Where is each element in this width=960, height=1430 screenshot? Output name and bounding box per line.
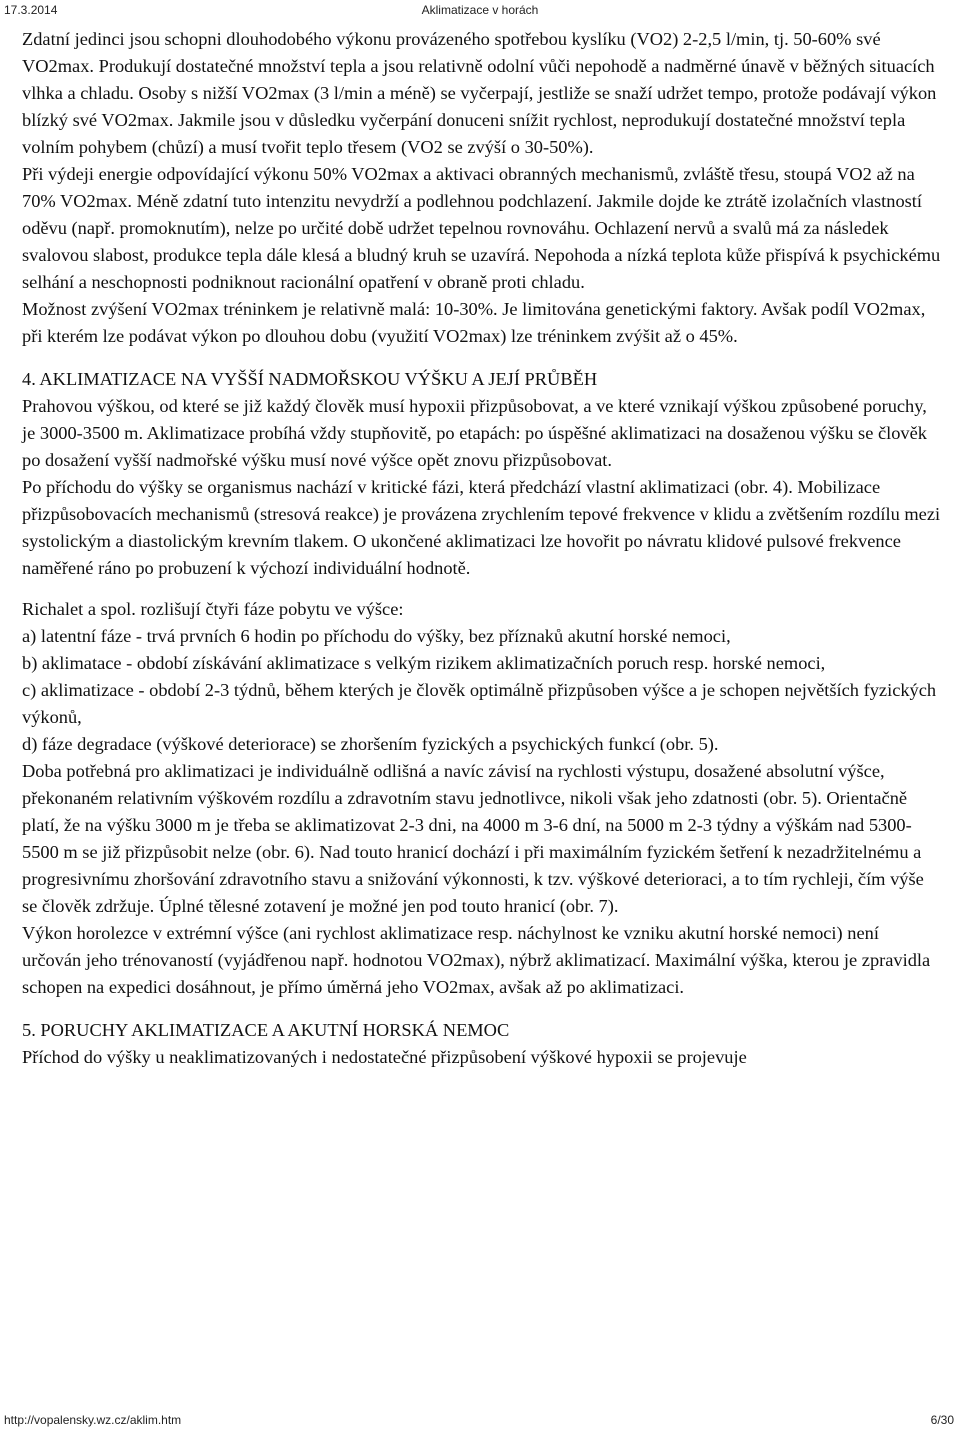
print-date: 17.3.2014 <box>4 3 58 17</box>
document-body <box>22 26 942 1071</box>
print-url: http://vopalensky.wz.cz/aklim.htm <box>4 1413 182 1427</box>
paragraph-vo2-endurance: Zdatní jedinci jsou schopni dlouhodobého výkonu provázeného spotřebou kyslíku (VO2) 2-2,5 l/min, tj. 50-60% své VO2max. Produkují dostatečné množství tepla a jsou relativně odolní vůči nepohodě a nadměrné únavě v běžných situacích vlhka a chladu. Osoby s nižší VO2max (3 l/min a méně) se vyčerpají, jestliže se snaží udržet tempo, protože podávají výkon blízký své VO2max. Jakmile jsou v důsledku vyčerpání donuceni snížit rychlost, neprodukují dostatečné množství tepla volním pohybem (chůzí) a musí tvořit teplo třesem (VO2 se zvýší o 30-50%). <box>22 29 937 157</box>
list-item-phase-a: a) latentní fáze - trvá prvních 6 hodin po příchodu do výšky, bez příznaků akutní horské nemoci, <box>22 626 731 646</box>
paragraph-critical-phase: Po příchodu do výšky se organismus nachází v kritické fázi, která předchází vlastní aklimatizaci (obr. 4). Mobilizace přizpůsobovacích mechanismů (stresová reakce) je provázena zrychlením tepové frekvence v klidu a zvětšením rozdílu mezi systolickým a diastolickým krevním tlakem. O ukončené aklimatizaci lze hovořit po návratu klidové pulsové frekvence naměřené ráno po probuzení k výchozí individuální hodnotě. <box>22 477 941 578</box>
list-item-phase-d: d) fáze degradace (výškové deteriorace) se zhoršením fyzických a psychických funkcí (obr. 5). <box>22 734 719 754</box>
paragraph-energy-output: Při výdeji energie odpovídající výkonu 50% VO2max a aktivaci obranných mechanismů, zvláště třesu, stoupá VO2 až na 70% VO2max. Méně zdatní tuto intenzitu nevydrží a podlehnou podchlazení. Jakmile dojde ke ztrátě izolačních vlastností oděvu (např. promoknutím), nelze po určité době udržet tepelnou rovnováhu. Ochlazení nervů a svalů má za následek svalovou slabost, produkce tepla dále klesá a bludný kruh se uzavírá. Nepohoda a nízká teplota kůže přispívá k psychickému selhání a neschopnosti podniknout racionální opatření v obraně proti chladu. <box>22 164 941 292</box>
section-4-heading: 4. AKLIMATIZACE NA VYŠŠÍ NADMOŘSKOU VÝŠKU A JEJÍ PRŮBĚH <box>22 369 598 389</box>
paragraph-acclimatization-time: Doba potřebná pro aklimatizaci je individuálně odlišná a navíc závisí na rychlosti výstupu, dosažené absolutní výšce, překonaném relativním výškovém rozdílu a zdravotním stavu jednotlivce, nikoli však jeho zdatnosti (obr. 5). Orientačně platí, že na výšku 3000 m je třeba se aklimatizovat 2-3 dni, na 4000 m 3-6 dní, na 5000 m 2-3 týdny a výškám nad 5300-5500 m se již přizpůsobit nelze (obr. 6). Nad touto hranicí dochází i při maximálním fyzickém šetření k nezadržitelnému a progresivnímu zhoršování zdravotního stavu a snižování výkonnosti, k tzv. výškové deterioraci, a to tím rychleji, čím výše se člověk zdržuje. Úplné tělesné zotavení je možné jen pod touto hranicí (obr. 7). <box>22 761 924 916</box>
list-item-phase-b: b) aklimatace - období získávání aklimatizace s velkým rizikem aklimatizačních poruch resp. horské nemoci, <box>22 653 826 673</box>
spacer <box>22 582 942 596</box>
page-number: 6/30 <box>930 1413 954 1427</box>
paragraph-threshold-altitude: Prahovou výškou, od které se již každý člověk musí hypoxii přizpůsobovat, a ve které vznikají výškou způsobené poruchy, je 3000-3500 m. Aklimatizace probíhá vždy stupňovitě, po etapách: po úspěšné aklimatizaci na dosaženou výšku se člověk po dosažení vyšší nadmořské výšku musí nové výšce opět znovu přizpůsobovat. <box>22 396 927 470</box>
paragraph-arrival-altitude: Příchod do výšky u neaklimatizovaných i nedostatečné přizpůsobení výškové hypoxii se projevuje <box>22 1047 747 1067</box>
print-header <box>0 0 960 22</box>
paragraph-climber-performance: Výkon horolezce v extrémní výšce (ani rychlost aklimatizace resp. náchylnost ke vzniku akutní horské nemoci) není určován jeho trénovaností (vyjádřenou např. hodnotou VO2max), nýbrž aklimatizací. Maximální výška, kterou je zpravidla schopen na expedici dosáhnout, je přímo úměrná jeho VO2max, avšak až po aklimatizaci. <box>22 923 931 997</box>
list-item-phase-c: c) aklimatizace - období 2-3 týdnů, během kterých je člověk optimálně přizpůsoben výšce a je schopen největších fyzických výkonů, <box>22 680 937 727</box>
print-footer <box>0 1411 960 1429</box>
section-5-heading: 5. PORUCHY AKLIMATIZACE A AKUTNÍ HORSKÁ NEMOC <box>22 1020 510 1040</box>
paragraph-vo2max-training: Možnost zvýšení VO2max tréninkem je relativně malá: 10-30%. Je limitována genetickými faktory. Avšak podíl VO2max, při kterém lze podávat výkon po dlouhou dobu (využití VO2max) lze tréninkem zvýšit až o 45%. <box>22 299 926 346</box>
print-page-title: Aklimatizace v horách <box>421 3 539 17</box>
paragraph-richalet-phases: Richalet a spol. rozlišují čtyři fáze pobytu ve výšce: <box>22 599 404 619</box>
